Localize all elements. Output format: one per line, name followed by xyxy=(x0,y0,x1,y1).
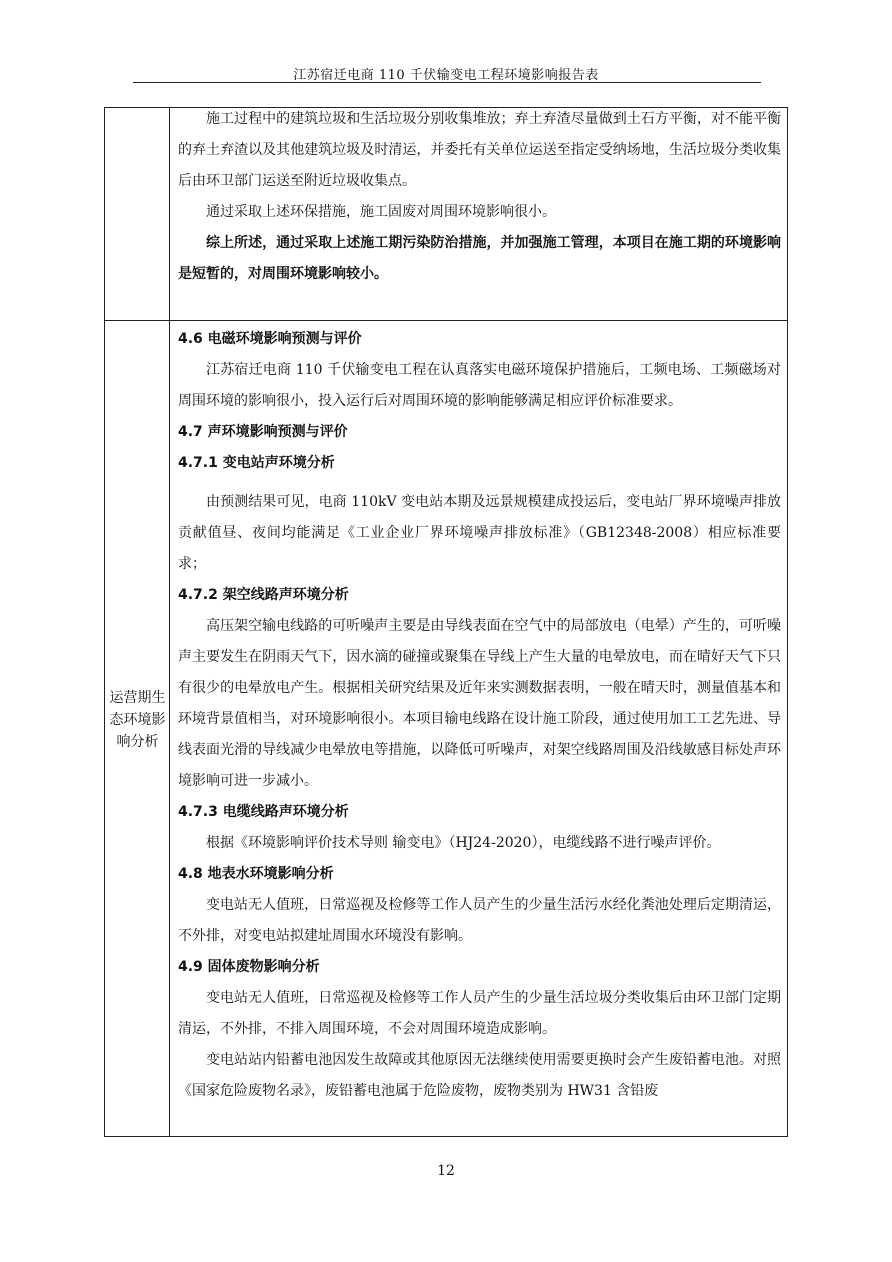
paragraph-solid-waste-impact: 通过采取上述环保措施，施工固废对周围环境影响很小。 xyxy=(206,204,556,220)
heading-4-9: 4.9 固体废物影响分析 xyxy=(178,959,320,975)
table-row-divider xyxy=(104,320,788,321)
heading-4-8: 4.8 地表水环境影响分析 xyxy=(178,866,334,882)
paragraph-4-7-3: 根据《环境影响评价技术导则 输变电》（HJ24-2020），电缆线路不进行噪声评价。 xyxy=(206,835,721,851)
row-label-operation-impact: 运营期生态环境影响分析 xyxy=(109,690,166,750)
heading-4-7-2: 4.7.2 架空线路声环境分析 xyxy=(178,587,349,603)
paragraph-4-7-2: 高压架空输电线路的可听噪声主要是由导线表面在空气中的局部放电（电晕）产生的，可听噪声主要发生在阴雨天气下，因水滴的碰撞或聚集在导线上产生大量的电晕放电，而在晴好天气下只有很少的电晕放电产生。根据相关研究结果及近年来实测数据表明，一般在晴天时，测量值基本和环境背景值相当，对环境影响很小。本项目输电线路在设计施工阶段，通过使用加工工艺先进、导线表面光滑的导线减少电晕放电等措施，以降低可听噪声，对架空线路周围及沿线敏感目标处声环境影响可进一步减小。 xyxy=(178,618,781,789)
heading-4-7-3: 4.7.3 电缆线路声环境分析 xyxy=(178,804,349,820)
document-header-title: 江苏宿迁电商 110 千伏输变电工程环境影响报告表 xyxy=(293,68,599,83)
heading-4-7-1: 4.7.1 变电站声环境分析 xyxy=(178,455,335,471)
heading-4-6: 4.6 电磁环境影响预测与评价 xyxy=(178,331,362,347)
header-rule xyxy=(133,82,761,83)
bottom-row-content xyxy=(178,324,781,1107)
paragraph-4-9-a: 变电站无人值班，日常巡视及检修等工作人员产生的少量生活垃圾分类收集后由环卫部门定期清运，不外排，不排入周围环境，不会对周围环境造成影响。 xyxy=(178,990,781,1037)
paragraph-4-6: 江苏宿迁电商 110 千伏输变电工程在认真落实电磁环境保护措施后，工频电场、工频磁场对周围环境的影响很小，投入运行后对周围环境的影响能够满足相应评价标准要求。 xyxy=(178,362,781,409)
top-row-content xyxy=(178,104,781,290)
paragraph-4-7-1: 由预测结果可见，电商 110kV 变电站本期及远景规模建成投运后，变电站厂界环境噪声排放贡献值昼、夜间均能满足《工业企业厂界环境噪声排放标准》（GB12348-2008）相应标准要求； xyxy=(178,494,781,572)
page-number: 12 xyxy=(437,1163,455,1179)
spacer xyxy=(178,479,781,487)
table-column-divider xyxy=(169,107,170,1137)
heading-4-7: 4.7 声环境影响预测与评价 xyxy=(178,424,348,440)
paragraph-4-8: 变电站无人值班，日常巡视及检修等工作人员产生的少量生活污水经化粪池处理后定期清运，不外排，对变电站拟建址周围水环境没有影响。 xyxy=(178,897,781,944)
paragraph-construction-summary: 综上所述，通过采取上述施工期污染防治措施，并加强施工管理，本项目在施工期的环境影响是短暂的，对周围环境影响较小。 xyxy=(178,235,781,282)
paragraph-4-9-b: 变电站站内铅蓄电池因发生故障或其他原因无法继续使用需要更换时会产生废铅蓄电池。对照《国家危险废物名录》，废铅蓄电池属于危险废物，废物类别为 HW31 含铅废 xyxy=(178,1052,781,1099)
paragraph-construction-waste: 施工过程中的建筑垃圾和生活垃圾分别收集堆放；弃土弃渣尽量做到土石方平衡，对不能平衡的弃土弃渣以及其他建筑垃圾及时清运，并委托有关单位运送至指定受纳场地，生活垃圾分类收集后由环卫部门运送至附近垃圾收集点。 xyxy=(178,111,781,189)
